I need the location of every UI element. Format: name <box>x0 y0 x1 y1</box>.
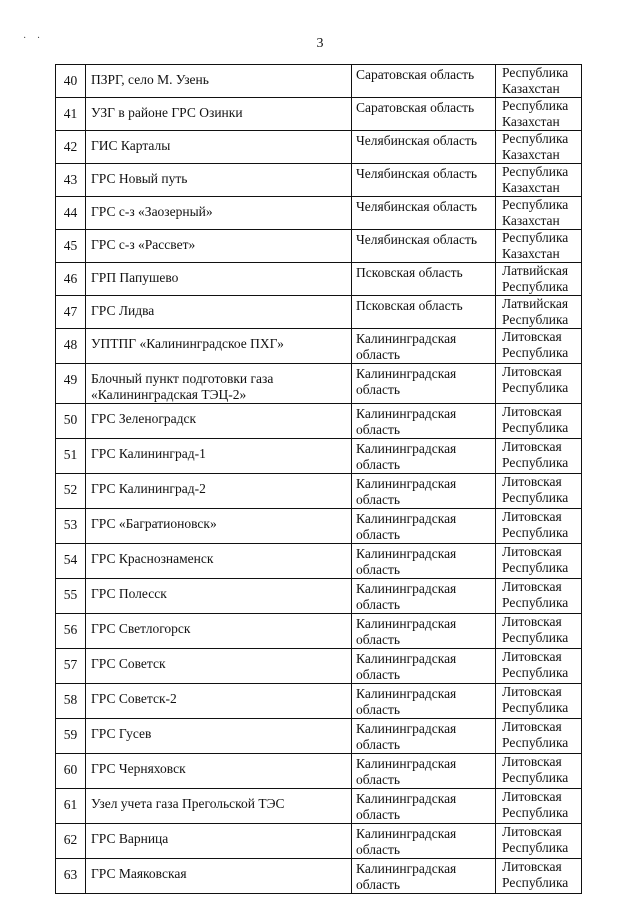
table-row <box>56 824 582 859</box>
facility-name: ГРС Полесск <box>86 579 352 614</box>
region-name: Калининградская область <box>352 404 496 439</box>
facility-name: ГРС Зеленоградск <box>86 404 352 439</box>
region-name: Калининградская область <box>352 859 496 894</box>
row-number: 53 <box>56 509 86 544</box>
table-row <box>56 474 582 509</box>
country-name: Литовская Республика <box>496 789 582 824</box>
facility-name: ГРС Советск-2 <box>86 684 352 719</box>
country-name: Литовская Республика <box>496 754 582 789</box>
table-row <box>56 296 582 329</box>
country-name: Литовская Республика <box>496 509 582 544</box>
facility-name: ГРС Калининград-1 <box>86 439 352 474</box>
country-name: Республика Казахстан <box>496 197 582 230</box>
facility-name: ГРС с-з «Рассвет» <box>86 230 352 263</box>
country-name: Литовская Республика <box>496 439 582 474</box>
facility-name: УПТПГ «Калининградское ПХГ» <box>86 329 352 364</box>
region-name: Челябинская область <box>352 230 496 263</box>
facility-name: ГРС Варница <box>86 824 352 859</box>
region-name: Калининградская область <box>352 614 496 649</box>
country-name: Латвийская Республика <box>496 263 582 296</box>
row-number: 46 <box>56 263 86 296</box>
facility-name: ГРС Советск <box>86 649 352 684</box>
region-name: Челябинская область <box>352 164 496 197</box>
row-number: 57 <box>56 649 86 684</box>
table-row <box>56 649 582 684</box>
country-name: Литовская Республика <box>496 544 582 579</box>
region-name: Калининградская область <box>352 439 496 474</box>
facility-name: ГРС Маяковская <box>86 859 352 894</box>
table-row <box>56 263 582 296</box>
country-name: Литовская Республика <box>496 364 582 404</box>
table-row <box>56 131 582 164</box>
region-name: Калининградская область <box>352 329 496 364</box>
table-row <box>56 859 582 894</box>
table-row <box>56 197 582 230</box>
country-name: Литовская Республика <box>496 684 582 719</box>
table-row <box>56 579 582 614</box>
facility-name: ГРС Лидва <box>86 296 352 329</box>
table-row <box>56 98 582 131</box>
region-name: Псковская область <box>352 263 496 296</box>
facility-name: ГИС Карталы <box>86 131 352 164</box>
country-name: Литовская Республика <box>496 859 582 894</box>
region-name: Калининградская область <box>352 649 496 684</box>
table-row <box>56 364 582 404</box>
row-number: 54 <box>56 544 86 579</box>
facility-name: ГРС Гусев <box>86 719 352 754</box>
row-number: 52 <box>56 474 86 509</box>
facility-name: ГРС Светлогорск <box>86 614 352 649</box>
country-name: Республика Казахстан <box>496 230 582 263</box>
table-row <box>56 754 582 789</box>
region-name: Челябинская область <box>352 197 496 230</box>
row-number: 56 <box>56 614 86 649</box>
country-name: Республика Казахстан <box>496 164 582 197</box>
country-name: Республика Казахстан <box>496 98 582 131</box>
row-number: 58 <box>56 684 86 719</box>
row-number: 40 <box>56 65 86 98</box>
table-row <box>56 544 582 579</box>
region-name: Саратовская область <box>352 98 496 131</box>
row-number: 59 <box>56 719 86 754</box>
country-name: Республика Казахстан <box>496 65 582 98</box>
table-body <box>56 65 582 894</box>
country-name: Литовская Республика <box>496 719 582 754</box>
facility-name: ГРС Новый путь <box>86 164 352 197</box>
country-name: Литовская Республика <box>496 474 582 509</box>
region-name: Калининградская область <box>352 544 496 579</box>
row-number: 43 <box>56 164 86 197</box>
row-number: 62 <box>56 824 86 859</box>
facility-name: УЗГ в районе ГРС Озинки <box>86 98 352 131</box>
row-number: 41 <box>56 98 86 131</box>
region-name: Калининградская область <box>352 509 496 544</box>
table-row <box>56 329 582 364</box>
table-row <box>56 509 582 544</box>
row-number: 49 <box>56 364 86 404</box>
region-name: Калининградская область <box>352 474 496 509</box>
row-number: 61 <box>56 789 86 824</box>
region-name: Калининградская область <box>352 684 496 719</box>
region-name: Калининградская область <box>352 719 496 754</box>
country-name: Литовская Республика <box>496 824 582 859</box>
facility-name: ГРС «Багратионовск» <box>86 509 352 544</box>
table-row <box>56 614 582 649</box>
facility-name: ГРС Краснознаменск <box>86 544 352 579</box>
table-row <box>56 719 582 754</box>
row-number: 63 <box>56 859 86 894</box>
country-name: Литовская Республика <box>496 614 582 649</box>
table-row <box>56 789 582 824</box>
country-name: Литовская Республика <box>496 579 582 614</box>
row-number: 50 <box>56 404 86 439</box>
page-number: 3 <box>316 36 324 51</box>
facilities-table <box>55 64 582 894</box>
table-row <box>56 65 582 98</box>
table-row <box>56 684 582 719</box>
row-number: 60 <box>56 754 86 789</box>
country-name: Республика Казахстан <box>496 131 582 164</box>
region-name: Челябинская область <box>352 131 496 164</box>
country-name: Латвийская Республика <box>496 296 582 329</box>
facility-name: ГРС Черняховск <box>86 754 352 789</box>
region-name: Калининградская область <box>352 754 496 789</box>
region-name: Калининградская область <box>352 579 496 614</box>
table-row <box>56 404 582 439</box>
row-number: 44 <box>56 197 86 230</box>
facility-name: ПЗРГ, село М. Узень <box>86 65 352 98</box>
row-number: 42 <box>56 131 86 164</box>
facility-name: ГРС с-з «Заозерный» <box>86 197 352 230</box>
region-name: Псковская область <box>352 296 496 329</box>
facility-name: ГРС Калининград-2 <box>86 474 352 509</box>
region-name: Калининградская область <box>352 824 496 859</box>
country-name: Литовская Республика <box>496 329 582 364</box>
row-number: 55 <box>56 579 86 614</box>
table-row <box>56 164 582 197</box>
country-name: Литовская Республика <box>496 404 582 439</box>
region-name: Саратовская область <box>352 65 496 98</box>
facility-name: Блочный пункт подготовки газа «Калининградская ТЭЦ-2» <box>86 364 352 404</box>
region-name: Калининградская область <box>352 789 496 824</box>
row-number: 47 <box>56 296 86 329</box>
facility-name: Узел учета газа Прегольской ТЭС <box>86 789 352 824</box>
table-row <box>56 439 582 474</box>
facility-name: ГРП Папушево <box>86 263 352 296</box>
scan-speck: · · <box>23 33 45 44</box>
row-number: 45 <box>56 230 86 263</box>
row-number: 51 <box>56 439 86 474</box>
country-name: Литовская Республика <box>496 649 582 684</box>
row-number: 48 <box>56 329 86 364</box>
table-row <box>56 230 582 263</box>
region-name: Калининградская область <box>352 364 496 404</box>
